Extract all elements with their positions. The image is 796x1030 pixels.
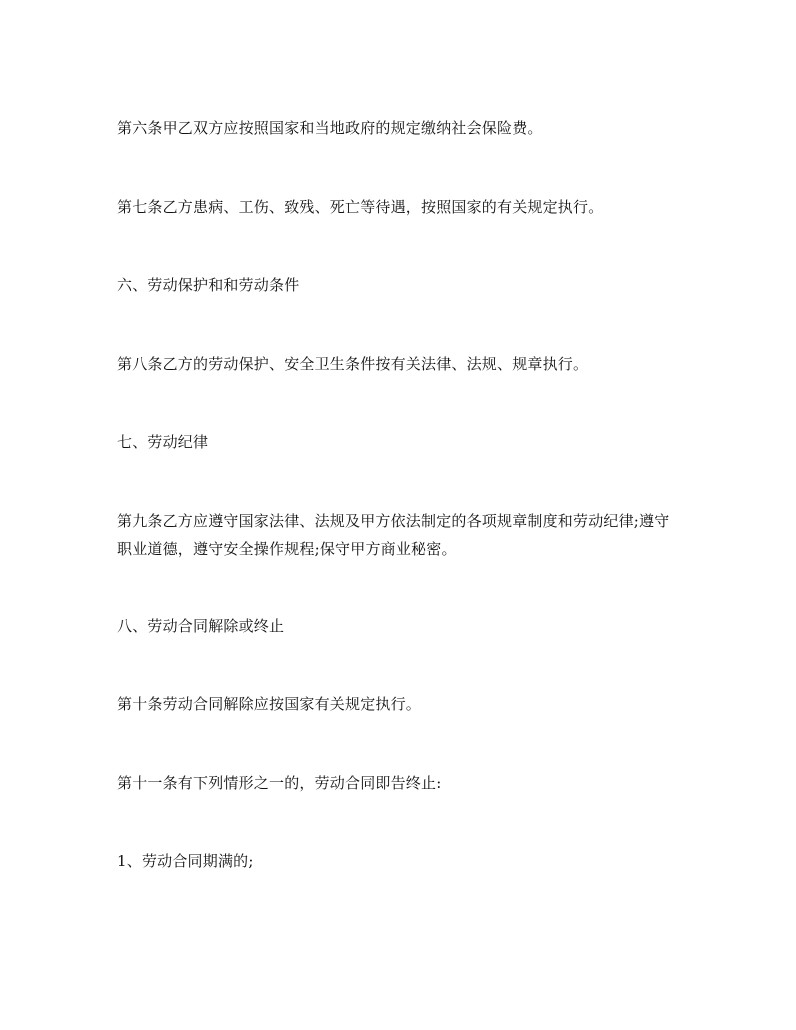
article-11-item-1: 1、劳动合同期满的; [117,852,254,870]
section-7-heading: 七、劳动纪律 [117,433,209,451]
article-10-paragraph: 第十条劳动合同解除应按国家有关规定执行。 [117,695,422,713]
article-7-paragraph: 第七条乙方患病、工伤、致残、死亡等待遇，按照国家的有关规定执行。 [117,198,604,216]
article-11-paragraph: 第十一条有下列情形之一的，劳动合同即告终止: [117,774,442,792]
section-8-heading: 八、劳动合同解除或终止 [117,617,285,635]
article-9-paragraph: 第九条乙方应遵守国家法律、法规及甲方依法制定的各项规章制度和劳动纪律;遵守职业道德，遵守安全操作规程;保守甲方商业秘密。 [117,512,670,558]
article-6-paragraph: 第六条甲乙双方应按照国家和当地政府的规定缴纳社会保险费。 [117,119,543,137]
section-6-heading: 六、劳动保护和和劳动条件 [117,276,300,294]
article-8-paragraph: 第八条乙方的劳动保护、安全卫生条件按有关法律、法规、规章执行。 [117,355,589,373]
